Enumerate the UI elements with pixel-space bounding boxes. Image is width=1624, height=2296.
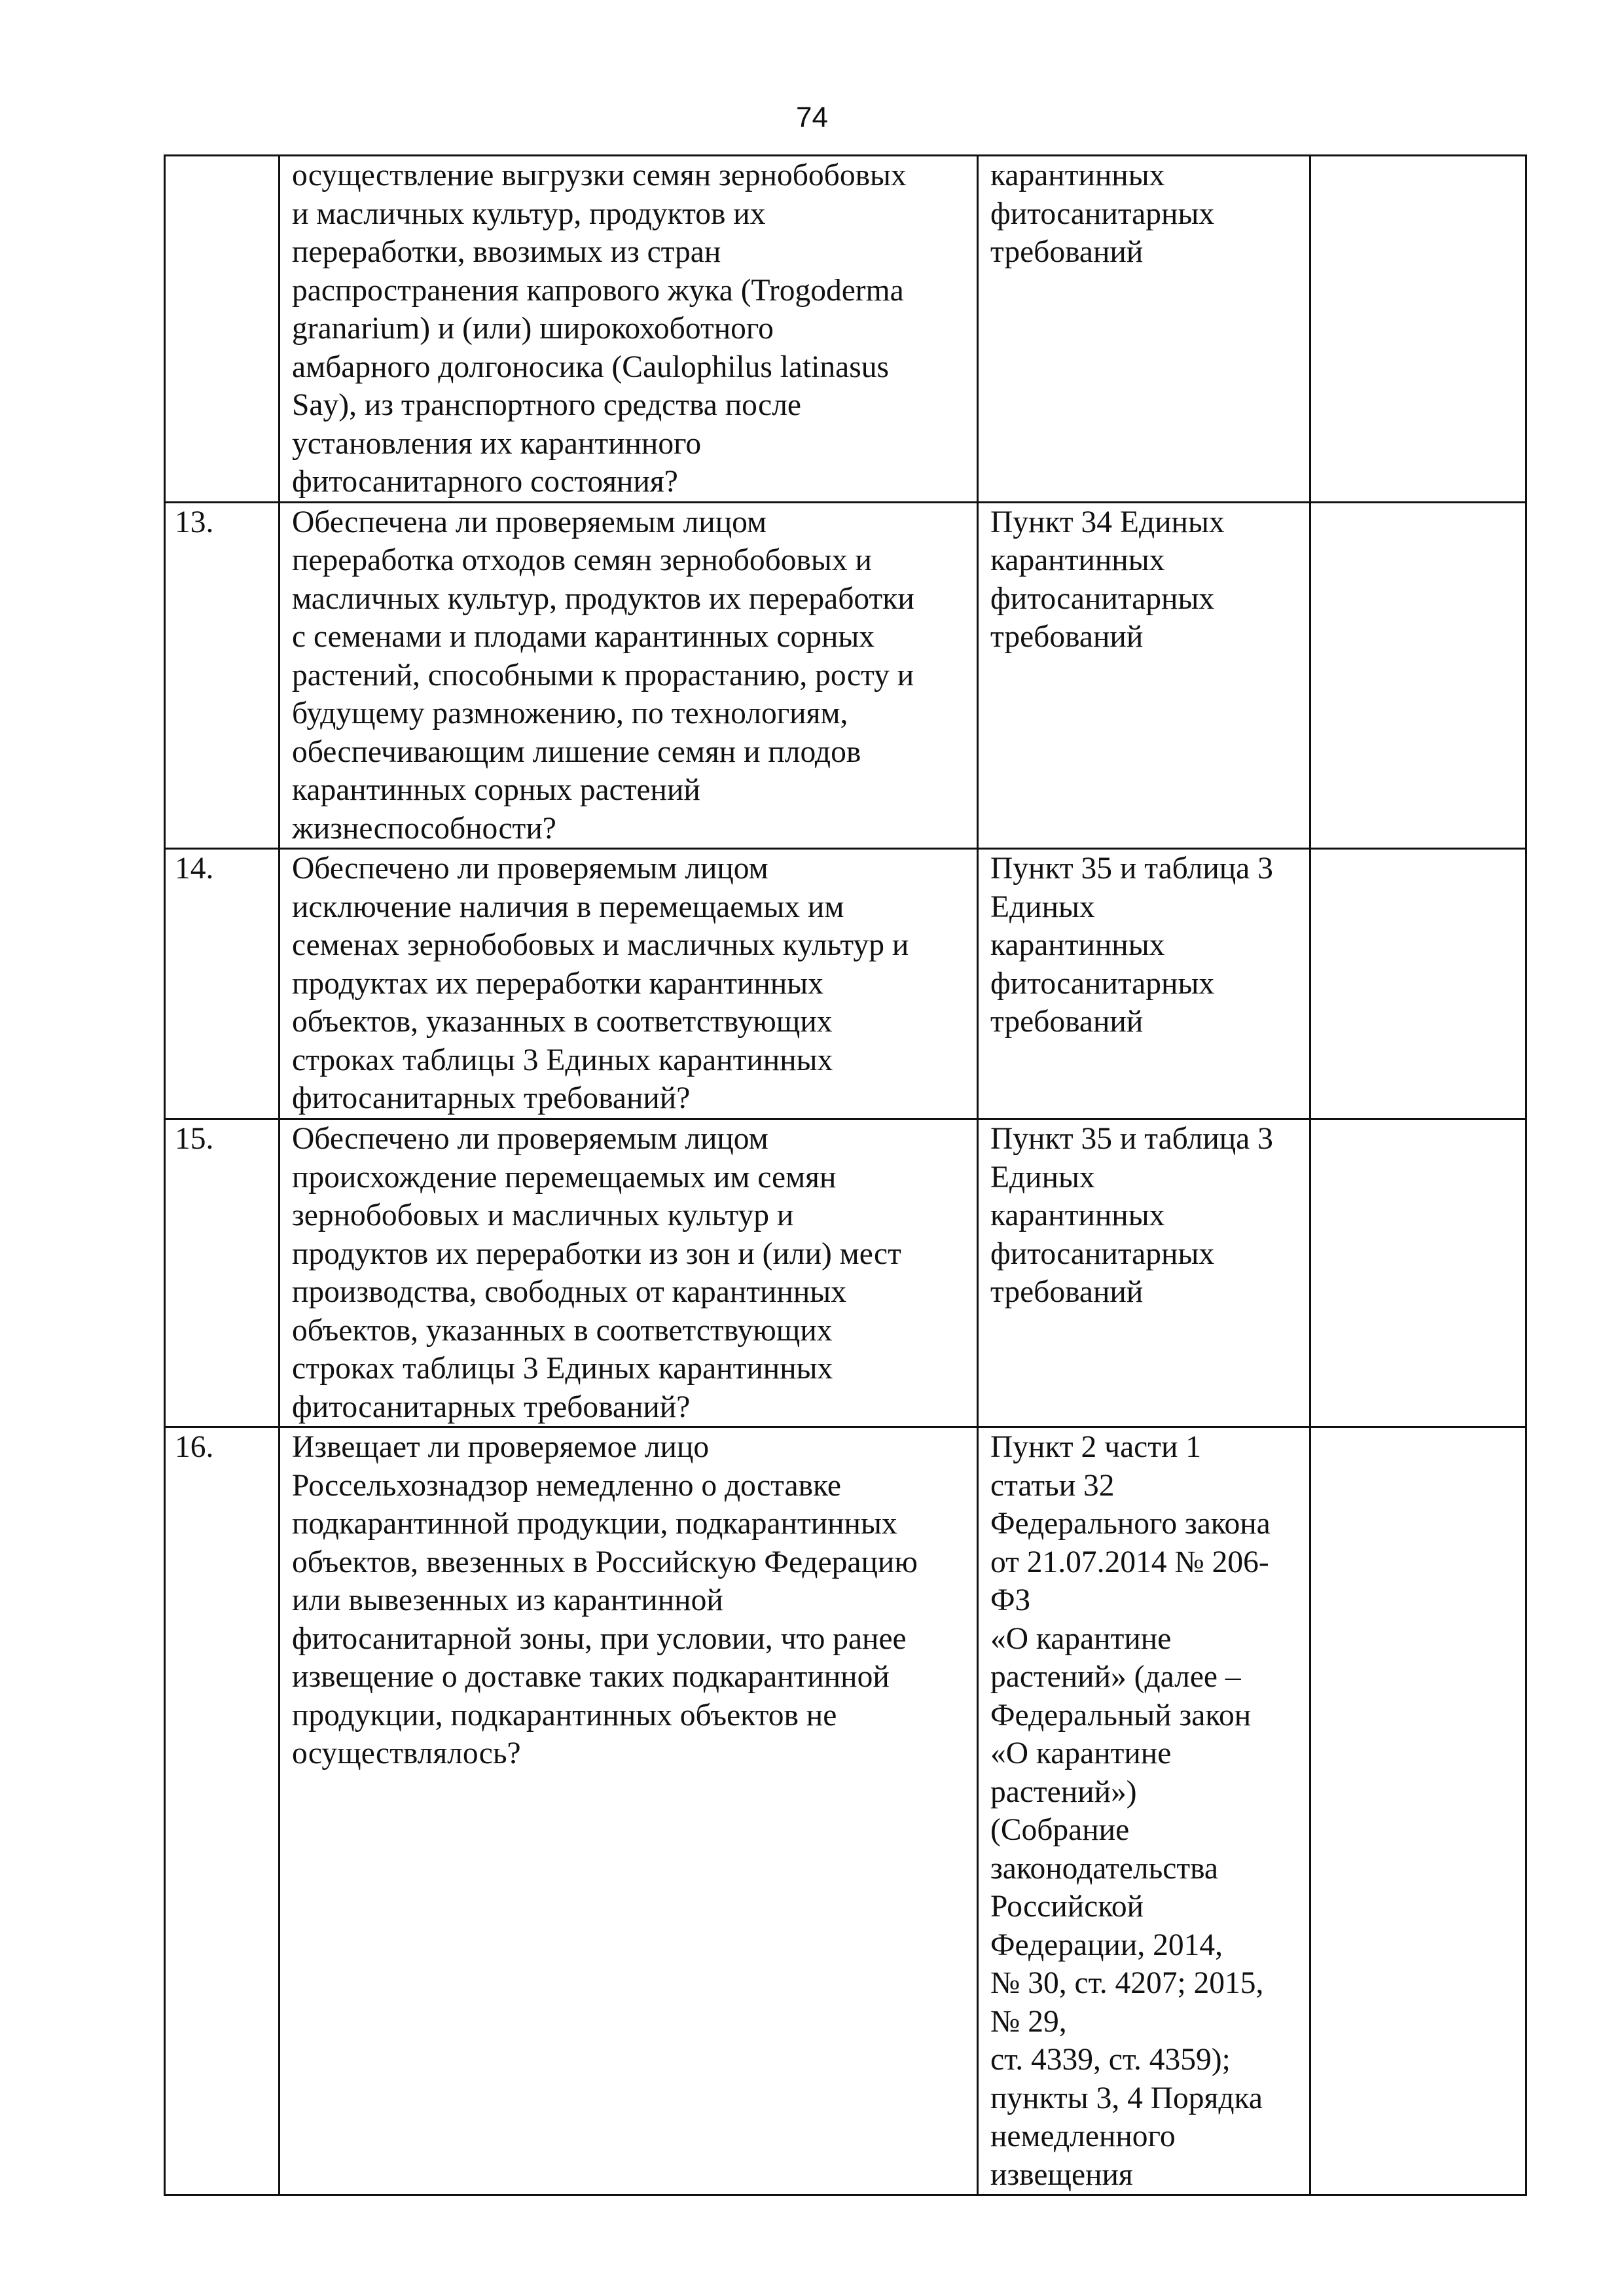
- table-row: [165, 502, 1526, 849]
- note-cell: [1310, 502, 1526, 849]
- table-row: [165, 1119, 1526, 1427]
- row-number: 16.: [165, 1427, 280, 2195]
- legal-reference: Пункт 35 и таблица 3 Единых карантинных фитосанитарных требований: [978, 849, 1310, 1119]
- requirement-question: Обеспечено ли проверяемым лицом происхождение перемещаемых им семян зернобобовых и масличных культур и продуктов их переработки из зон и (или) мест производства, свободных от карантинных объектов, указанных в соответствующих строках таблицы 3 Единых карантинных фитосанитарных требований?: [280, 1119, 978, 1427]
- page-number: 74: [796, 101, 828, 134]
- table-row: [165, 156, 1526, 503]
- row-number: 15.: [165, 1119, 280, 1427]
- legal-reference: Пункт 34 Единых карантинных фитосанитарных требований: [978, 502, 1310, 849]
- table-row: [165, 1427, 1526, 2195]
- row-number: 13.: [165, 502, 280, 849]
- note-cell: [1310, 849, 1526, 1119]
- note-cell: [1310, 1427, 1526, 2195]
- legal-reference: Пункт 35 и таблица 3 Единых карантинных фитосанитарных требований: [978, 1119, 1310, 1427]
- row-number: 14.: [165, 849, 280, 1119]
- checklist-table: [164, 154, 1527, 2196]
- legal-reference: Пункт 2 части 1 статьи 32 Федерального закона от 21.07.2014 № 206- ФЗ «О карантине растений» (далее – Федеральный закон «О карантине растений») (Собрание законодательства Российской Федерации, 2014, № 30, ст. 4207; 2015, № 29, ст. 4339, ст. 4359); пункты 3, 4 Порядка немедленного извещения: [978, 1427, 1310, 2195]
- requirement-question: осуществление выгрузки семян зернобобовых и масличных культур, продуктов их переработки, ввозимых из стран распространения капрового жука (Trogoderma granarium) и (или) широкохоботного амбарного долгоносика (Caulophilus latinasus Say), из транспортного средства после установления их карантинного фитосанитарного состояния?: [280, 156, 978, 503]
- requirement-question: Обеспечено ли проверяемым лицом исключение наличия в перемещаемых им семенах зернобобовых и масличных культур и продуктах их переработки карантинных объектов, указанных в соответствующих строках таблицы 3 Единых карантинных фитосанитарных требований?: [280, 849, 978, 1119]
- legal-reference: карантинных фитосанитарных требований: [978, 156, 1310, 503]
- row-number: [165, 156, 280, 503]
- requirement-question: Извещает ли проверяемое лицо Россельхознадзор немедленно о доставке подкарантинной продукции, подкарантинных объектов, ввезенных в Российскую Федерацию или вывезенных из карантинной фитосанитарной зоны, при условии, что ранее извещение о доставке таких подкарантинной продукции, подкарантинных объектов не осуществлялось?: [280, 1427, 978, 2195]
- note-cell: [1310, 1119, 1526, 1427]
- note-cell: [1310, 156, 1526, 503]
- requirement-question: Обеспечена ли проверяемым лицом переработка отходов семян зернобобовых и масличных культур, продуктов их переработки с семенами и плодами карантинных сорных растений, способными к прорастанию, росту и будущему размножению, по технологиям, обеспечивающим лишение семян и плодов карантинных сорных растений жизнеспособности?: [280, 502, 978, 849]
- table-row: [165, 849, 1526, 1119]
